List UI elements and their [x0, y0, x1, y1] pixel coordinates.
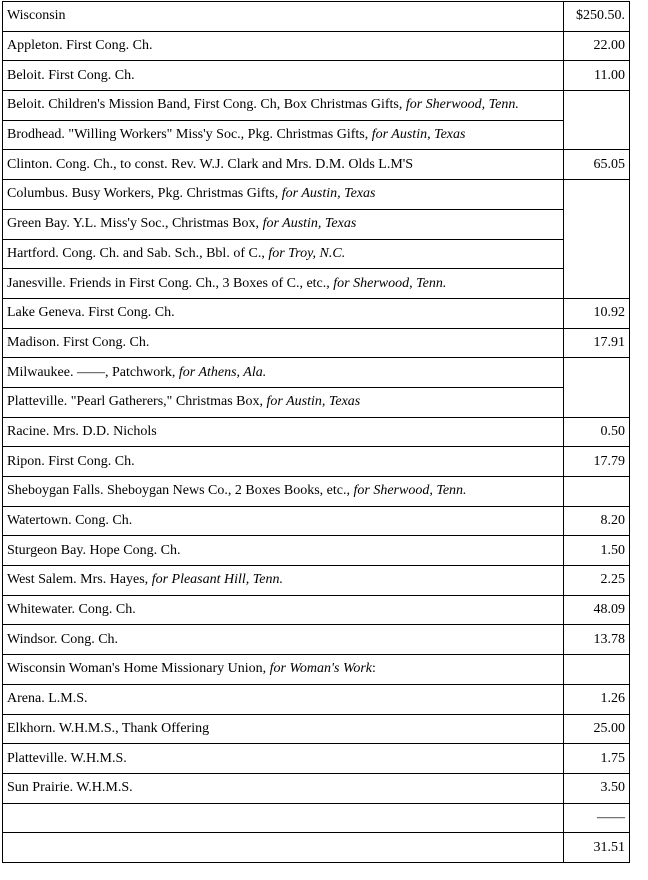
entry-text: Lake Geneva. First Cong. Ch.: [7, 305, 175, 321]
entry-amount: 1.75: [564, 744, 630, 774]
entry-text: Beloit. First Cong. Ch.: [7, 67, 135, 83]
entry-text: Sun Prairie. W.H.M.S.: [7, 780, 133, 796]
entry-text: Beloit. Children's Mission Band, First Cong. Ch, Box Christmas Gifts,: [7, 97, 406, 113]
entry-amount: [564, 358, 630, 388]
entry-text: Whitewater. Cong. Ch.: [7, 602, 136, 618]
entry-text: Watertown. Cong. Ch.: [7, 513, 133, 529]
ledger-row: [3, 566, 630, 596]
entry-description: [3, 714, 564, 744]
total-amount: 31.51: [564, 833, 630, 863]
entry-amount: 17.91: [564, 328, 630, 358]
ledger-row: [3, 269, 630, 299]
entry-amount: [564, 269, 630, 299]
entry-amount: 2.25: [564, 566, 630, 596]
entry-text: Ripon. First Cong. Ch.: [7, 453, 135, 469]
entry-text: Janesville. Friends in First Cong. Ch., 3 Boxes of C., etc.,: [7, 275, 334, 291]
empty-description-cell: [3, 833, 564, 863]
entry-suffix: :: [371, 661, 376, 677]
ledger-row: [3, 447, 630, 477]
entry-description: [3, 387, 564, 417]
ledger-row: [3, 358, 630, 388]
ledger-row: [3, 773, 630, 803]
ledger-row: [3, 180, 630, 210]
entry-text: Sturgeon Bay. Hope Cong. Ch.: [7, 542, 181, 558]
entry-description: [3, 625, 564, 655]
entry-description: [3, 684, 564, 714]
entry-amount: [564, 209, 630, 239]
total-row: [3, 833, 630, 863]
ledger-row: [3, 387, 630, 417]
entry-description: [3, 150, 564, 180]
entry-description: [3, 655, 564, 685]
entry-description: [3, 566, 564, 596]
entry-amount: 11.00: [564, 61, 630, 91]
ledger-row: [3, 506, 630, 536]
entry-description: [3, 358, 564, 388]
entry-text: Platteville. W.H.M.S.: [7, 750, 127, 766]
entry-description: [3, 2, 564, 32]
entry-amount: [564, 239, 630, 269]
entry-destination-note: for Austin, Texas: [262, 216, 357, 232]
entry-destination-note: for Woman's Work: [269, 661, 372, 677]
ledger-row: [3, 595, 630, 625]
entry-amount: [564, 120, 630, 150]
ledger-row: [3, 120, 630, 150]
ledger-row: [3, 477, 630, 507]
entry-amount: 0.50: [564, 417, 630, 447]
entry-destination-note: for Athens, Ala.: [178, 364, 267, 380]
entry-destination-note: for Sherwood, Tenn.: [333, 275, 447, 291]
entry-amount: 22.00: [564, 31, 630, 61]
ledger-row: [3, 536, 630, 566]
entry-description: [3, 773, 564, 803]
entry-text: Hartford. Cong. Ch. and Sab. Sch., Bbl. of C.,: [7, 245, 269, 261]
entry-destination-note: for Austin, Texas: [266, 394, 361, 410]
entry-description: [3, 91, 564, 121]
entry-amount: 48.09: [564, 595, 630, 625]
entry-text: West Salem. Mrs. Hayes,: [7, 572, 152, 588]
entry-amount: 13.78: [564, 625, 630, 655]
entry-text: Platteville. "Pearl Gatherers," Christmas Box,: [7, 394, 267, 410]
entry-destination-note: for Pleasant Hill, Tenn.: [151, 572, 284, 588]
entry-description: [3, 595, 564, 625]
entry-text: Green Bay. Y.L. Miss'y Soc., Christmas Box,: [7, 216, 263, 232]
entry-description: [3, 477, 564, 507]
entry-destination-note: for Austin, Texas: [371, 127, 466, 143]
entry-amount: [564, 387, 630, 417]
entry-description: [3, 536, 564, 566]
entry-amount: 1.26: [564, 684, 630, 714]
entry-text: Milwaukee. ——, Patchwork,: [7, 364, 179, 380]
ledger-row: [3, 298, 630, 328]
ledger-row: [3, 714, 630, 744]
entry-text: Appleton. First Cong. Ch.: [7, 38, 153, 54]
entry-description: [3, 239, 564, 269]
entry-description: [3, 180, 564, 210]
ledger-row: [3, 684, 630, 714]
entry-description: [3, 209, 564, 239]
ledger-row: [3, 91, 630, 121]
empty-description-cell: [3, 803, 564, 833]
ledger-body: [3, 2, 630, 863]
entry-description: [3, 744, 564, 774]
ledger-row: [3, 328, 630, 358]
entry-amount: 17.79: [564, 447, 630, 477]
ledger-row: [3, 239, 630, 269]
entry-amount: 65.05: [564, 150, 630, 180]
ledger-row: [3, 209, 630, 239]
entry-description: [3, 31, 564, 61]
entry-destination-note: for Austin, Texas: [281, 186, 376, 202]
entry-text: Sheboygan Falls. Sheboygan News Co., 2 Boxes Books, etc.,: [7, 483, 354, 499]
entry-description: [3, 61, 564, 91]
entry-destination-note: for Sherwood, Tenn.: [405, 97, 519, 113]
entry-text: Brodhead. "Willing Workers" Miss'y Soc., Pkg. Christmas Gifts,: [7, 127, 372, 143]
entry-description: [3, 506, 564, 536]
ledger-row: [3, 417, 630, 447]
entry-destination-note: for Sherwood, Tenn.: [353, 483, 467, 499]
entry-amount: [564, 655, 630, 685]
donation-ledger-table: [2, 1, 630, 863]
entry-description: [3, 447, 564, 477]
entry-text: Clinton. Cong. Ch., to const. Rev. W.J. Clark and Mrs. D.M. Olds L.M'S: [7, 156, 414, 172]
entry-text: Racine. Mrs. D.D. Nichols: [7, 423, 157, 439]
entry-destination-note: for Troy, N.C.: [268, 245, 346, 261]
ledger-row: [3, 150, 630, 180]
entry-description: [3, 298, 564, 328]
subtotal-rule-row: [3, 803, 630, 833]
ledger-row: [3, 655, 630, 685]
entry-amount: 8.20: [564, 506, 630, 536]
ledger-row: [3, 744, 630, 774]
entry-amount: 3.50: [564, 773, 630, 803]
entry-text: Madison. First Cong. Ch.: [7, 334, 150, 350]
subtotal-rule: ——: [564, 803, 630, 833]
entry-text: Wisconsin: [7, 8, 66, 24]
entry-description: [3, 120, 564, 150]
ledger-row: [3, 625, 630, 655]
entry-amount: 1.50: [564, 536, 630, 566]
entry-amount: $250.50.: [564, 2, 630, 32]
entry-amount: 25.00: [564, 714, 630, 744]
entry-amount: [564, 91, 630, 121]
ledger-row: [3, 61, 630, 91]
entry-text: Arena. L.M.S.: [7, 691, 88, 707]
entry-description: [3, 417, 564, 447]
entry-text: Windsor. Cong. Ch.: [7, 631, 119, 647]
entry-amount: [564, 477, 630, 507]
ledger-row: [3, 2, 630, 32]
entry-description: [3, 269, 564, 299]
entry-amount: [564, 180, 630, 210]
entry-description: [3, 328, 564, 358]
entry-amount: 10.92: [564, 298, 630, 328]
entry-text: Wisconsin Woman's Home Missionary Union,: [7, 661, 270, 677]
entry-text: Columbus. Busy Workers, Pkg. Christmas Gifts,: [7, 186, 282, 202]
entry-text: Elkhorn. W.H.M.S., Thank Offering: [7, 720, 210, 736]
ledger-row: [3, 31, 630, 61]
